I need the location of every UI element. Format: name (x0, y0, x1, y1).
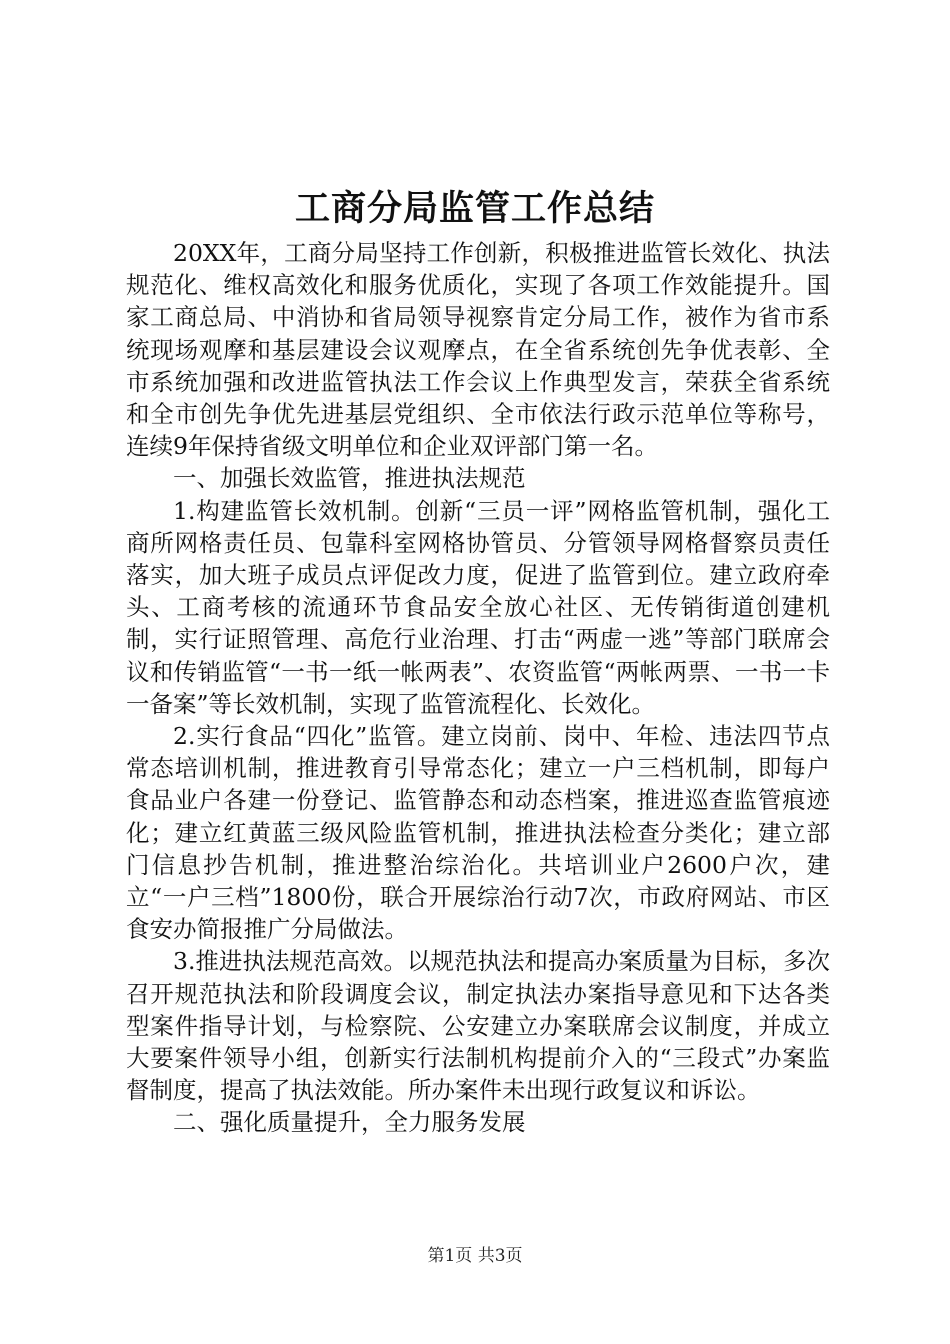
item-paragraph-3: 3.推进执法规范高效。以规范执法和提高办案质量为目标，多次召开规范执法和阶段调度会议，制定执法办案指导意见和下达各类型案件指导计划，与检察院、公安建立办案联席会议制度，并成立大要案件领导小组，创新实行法制机构提前介入的“三段式”办案监督制度，提高了执法效能。所办案件未出现行政复议和诉讼。 (126, 947, 830, 1105)
item-paragraph-1: 1.构建监管长效机制。创新“三员一评”网格监管机制，强化工商所网格责任员、包靠科室网格协管员、分管领导网格督察员责任落实，加大班子成员点评促改力度，促进了监管到位。建立政府牵头、工商考核的流通环节食品安全放心社区、无传销街道创建机制，实行证照管理、高危行业治理、打击“两虚一逃”等部门联席会议和传销监管“一书一纸一帐两表”、农资监管“两帐两票、一书一卡一备案”等长效机制，实现了监管流程化、长效化。 (126, 496, 830, 718)
document-body (126, 237, 830, 1139)
item-paragraph-2: 2.实行食品“四化”监管。建立岗前、岗中、年检、违法四节点常态培训机制，推进教育引导常态化；建立一户三档机制，即每户食品业户各建一份登记、监管静态和动态档案，推进巡查监管痕迹化；建立红黄蓝三级风险监管机制，推进执法检查分类化；建立部门信息抄告机制，推进整治综治化。共培训业户2600户次，建立“一户三档”1800份，联合开展综治行动7次，市政府网站、市区食安办简报推广分局做法。 (126, 722, 830, 944)
intro-paragraph: 20XX年，工商分局坚持工作创新，积极推进监管长效化、执法规范化、维权高效化和服务优质化，实现了各项工作效能提升。国家工商总局、中消协和省局领导视察肯定分局工作，被作为省市系统现场观摩和基层建设会议观摩点，在全省系统创先争优表彰、全市系统加强和改进监管执法工作会议上作典型发言，荣获全省系统和全市创先争优先进基层党组织、全市依法行政示范单位等称号，连续9年保持省级文明单位和企业双评部门第一名。 (126, 239, 830, 461)
document-title: 工商分局监管工作总结 (294, 188, 655, 229)
section-heading-2: 二、强化质量提升，全力服务发展 (173, 1108, 526, 1137)
page-number-footer: 第1页 共3页 (427, 1246, 523, 1266)
section-heading-1: 一、加强长效监管，推进执法规范 (173, 464, 526, 493)
